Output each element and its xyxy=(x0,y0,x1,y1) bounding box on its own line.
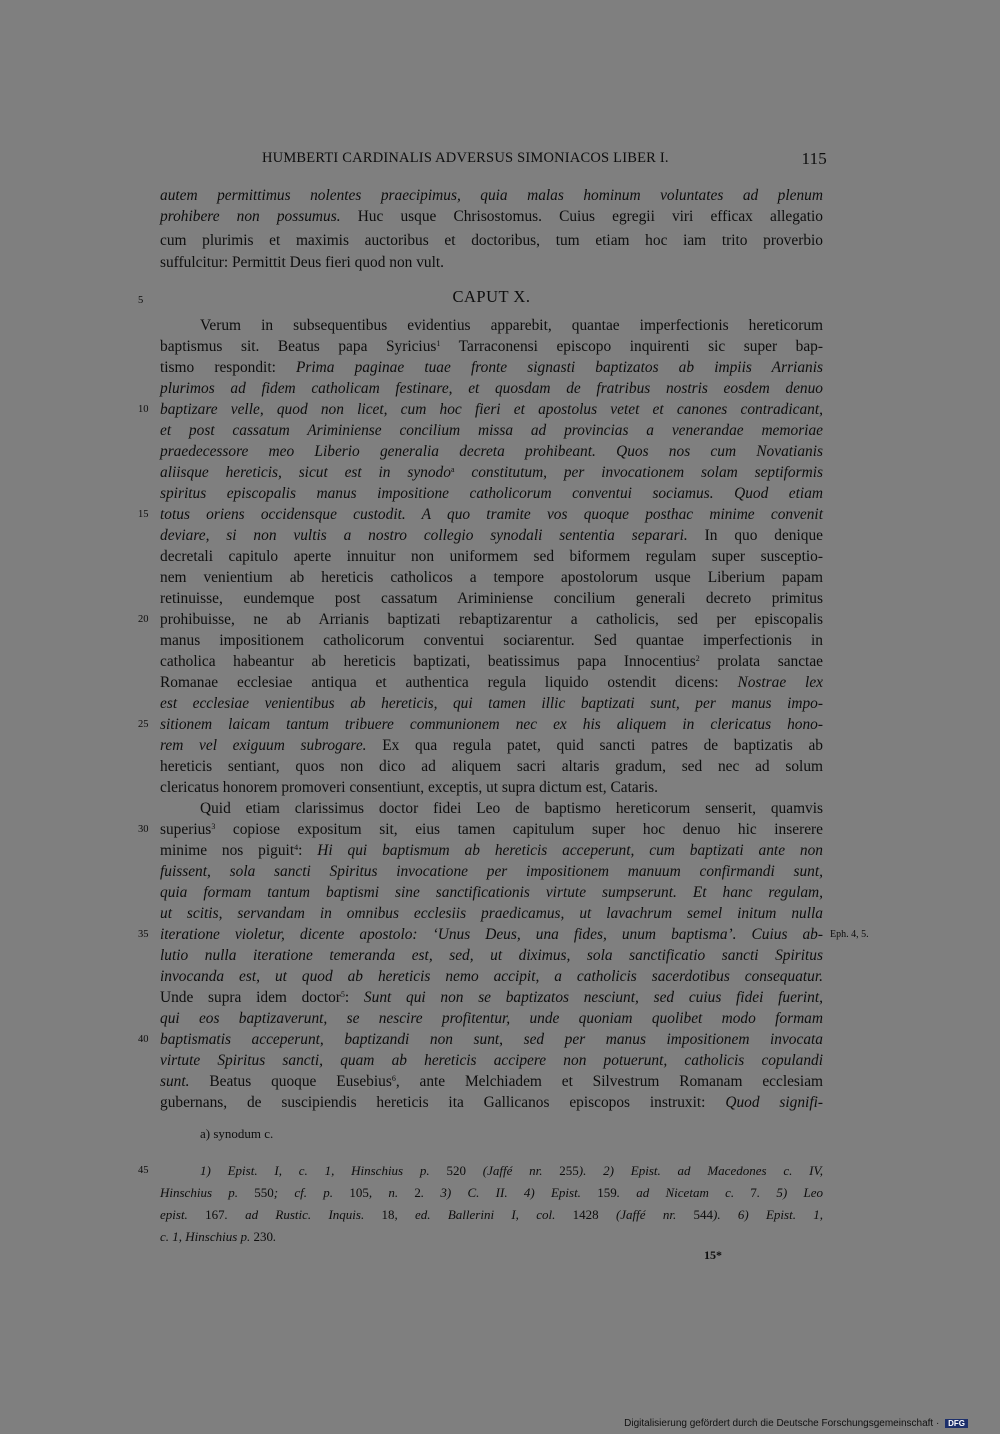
footnote-line: Hinschius p. 550; cf. p. 105, n. 2. 3) C. II. 4) Epist. 159. ad Nicetam c. 7. 5) Leo xyxy=(160,1185,824,1200)
text-line: Unde supra idem doctor$^5$: Sunt qui non se baptizatos nesciunt, sed cuius fidei fuerint, xyxy=(160,989,823,1006)
line-number: 45 xyxy=(138,1165,149,1176)
line-number: 25 xyxy=(138,719,149,730)
text-line: manus impositionem catholicorum conventui sociarentur. Sed quantae imperfectionis in xyxy=(160,632,823,649)
text-line: rem vel exiguum subrogare. Ex qua regula patet, quid sancti patres de baptizatis ab xyxy=(160,737,823,754)
text-line: minime nos piguit$^4$: Hi qui baptismum ab hereticis acceperunt, cum baptizati ante non xyxy=(160,842,823,859)
text-line: hereticis sentiant, quos non dico ad aliquem sacri altaris gradum, sed nec ad solum xyxy=(160,758,823,775)
text-line: qui eos baptizaverunt, se nescire profitentur, unde quoniam quolibet modo formam xyxy=(160,1010,823,1027)
text-line: prohibere non possumus. Huc usque Chrisostomus. Cuius egregii viri efficax allegatio xyxy=(160,208,823,225)
text-line: nem venientium ab hereticis catholicos a tempore apostolorum usque Liberium papam xyxy=(160,569,823,586)
margin-note: Eph. 4, 5. xyxy=(830,929,869,940)
funding-credit xyxy=(624,1418,968,1429)
text-line: baptismus sit. Beatus papa Syricius$^1$ Tarraconensi episcopo inquirenti sic super bap- xyxy=(160,338,824,355)
text-line: sitionem laicam tantum tribuere communionem nec ex his aliquem in clericatus hono- xyxy=(160,716,823,733)
text-line: invocanda est, ut quod ab hereticis nemo accipit, a catholicis sacerdotibus consequatur. xyxy=(160,968,823,985)
text-line: autem permittimus nolentes praecipimus, quia malas hominum voluntates ad plenum xyxy=(160,187,823,204)
text-line: Romanae ecclesiae antiqua et authentica regula liquido ostendit dicens: Nostrae lex xyxy=(160,674,823,691)
text-line: fuissent, sola sancti Spiritus invocatione per impositionem manuum confirmandi sunt, xyxy=(160,863,823,880)
text-line: iteratione violetur, dicente apostolo: ‘Unus Deus, una fides, unum baptisma’. Cuius ab- xyxy=(160,926,823,943)
text-line: quia formam tantum baptismi sine sanctificationis virtute sumpserunt. Et hanc regulam, xyxy=(160,884,823,901)
credit-text: Digitalisierung gefördert durch die Deutsche Forschungsgemeinschaft · xyxy=(624,1418,940,1429)
text-line: catholica habeantur ab hereticis baptizati, beatissimus papa Innocentius$^2$ prolata sanctae xyxy=(160,653,823,670)
text-line: totus oriens occidensque custodit. A quo tramite vos quoque posthac minime convenit xyxy=(160,506,823,523)
text-line: deviare, si non vultis a nostro collegio synodali sententia separari. In quo denique xyxy=(160,527,823,544)
text-line: baptismatis acceperunt, baptizandi non sunt, sed per manus impositionem invocata xyxy=(160,1031,823,1048)
text-line: aliisque hereticis, sicut est in synodo$^a$ constitutum, per invocationem solam septiformis xyxy=(160,464,823,481)
running-header xyxy=(262,150,827,167)
line-number: 5 xyxy=(138,295,144,306)
footnote-line: epist. 167. ad Rustic. Inquis. 18, ed. Ballerini I, col. 1428 (Jaffé nr. 544). 6) Epist. 1, xyxy=(160,1207,823,1222)
dfg-logo: DFG xyxy=(945,1419,968,1428)
text-line: tismo respondit: Prima paginae tuae fronte signasti baptizatos ab impiis Arrianis xyxy=(160,359,823,376)
text-line: plurimos ad fidem catholicam festinare, et quosdam de fratribus nostris eosdem denuo xyxy=(160,380,823,397)
text-line: baptizare velle, quod non licet, cum hoc fieri et apostolus vetet et canones contradicant, xyxy=(160,401,823,418)
line-number: 15 xyxy=(138,509,149,520)
text-line: retinuisse, eundemque post cassatum Ariminiense concilium generali decreto primitus xyxy=(160,590,823,607)
footnote-line: 1) Epist. I, c. 1, Hinschius p. 520 (Jaffé nr. 255). 2) Epist. ad Macedones c. IV, xyxy=(200,1163,823,1178)
text-line: Verum in subsequentibus evidentius apparebit, quantae imperfectionis hereticorum xyxy=(200,317,823,334)
text-line: virtute Spiritus sancti, quam ab hereticis accipere non potuerunt, catholicis copulandi xyxy=(160,1052,823,1069)
line-number: 10 xyxy=(138,404,149,415)
signature-mark: 15* xyxy=(704,1248,722,1262)
text-line: est ecclesiae venientibus ab hereticis, qui tamen illic baptizati sunt, per manus impo- xyxy=(160,695,823,712)
apparatus-note: a) synodum c. xyxy=(200,1126,274,1141)
text-line: cum plurimis et maximis auctoribus et doctoribus, tum etiam hoc iam trito proverbio xyxy=(160,232,823,249)
chapter-heading: CAPUT X. xyxy=(452,287,531,306)
text-line: lutio nulla iteratione temeranda est, sed, ut diximus, sola sanctificatio sancti Spiritus xyxy=(160,947,823,964)
text-line: clericatus honorem promoveri consentiunt, exceptis, ut supra dictum est, Cataris. xyxy=(160,779,658,796)
header-title: HUMBERTI CARDINALIS ADVERSUS SIMONIACOS LIBER I. xyxy=(262,150,669,166)
text-line: superius$^3$ copiose expositum sit, eius tamen capitulum super hoc denuo hic inserere xyxy=(160,821,823,838)
text-line: spiritus episcopalis manus impositione catholicorum conventui sociamus. Quod etiam xyxy=(160,485,823,502)
line-number: 20 xyxy=(138,614,149,625)
text-line: gubernans, de suscipiendis hereticis ita Gallicanos episcopos instruxit: Quod signifi- xyxy=(160,1094,823,1111)
page-number: 115 xyxy=(801,149,827,168)
text-line: suffulcitur: Permittit Deus fieri quod non vult. xyxy=(160,254,444,271)
text-line: ut scitis, servandam in omnibus ecclesiis praedicamus, ut lavachrum semel initum nulla xyxy=(160,905,823,922)
text-line: prohibuisse, ne ab Arrianis baptizati rebaptizarentur a catholicis, sed per episcopalis xyxy=(160,611,823,628)
line-number: 40 xyxy=(138,1034,149,1045)
text-line: sunt. Beatus quoque Eusebius$^6$, ante Melchiadem et Silvestrum Romanam ecclesiam xyxy=(160,1073,823,1090)
text-line: Quid etiam clarissimus doctor fidei Leo de baptismo hereticorum senserit, quamvis xyxy=(200,800,823,817)
line-number: 35 xyxy=(138,929,149,940)
text-line: et post cassatum Ariminiense concilium missa ad provincias a venerandae memoriae xyxy=(160,422,823,439)
line-number: 30 xyxy=(138,824,149,835)
text-line: praedecessore meo Liberio generalia decreta prohibeant. Quos nos cum Novatianis xyxy=(160,443,823,460)
footnote-line: c. 1, Hinschius p. 230. xyxy=(160,1229,277,1244)
text-line: decretali capitulo aperte innuitur non uniformem sed biformem regulam super susceptio- xyxy=(160,548,823,565)
